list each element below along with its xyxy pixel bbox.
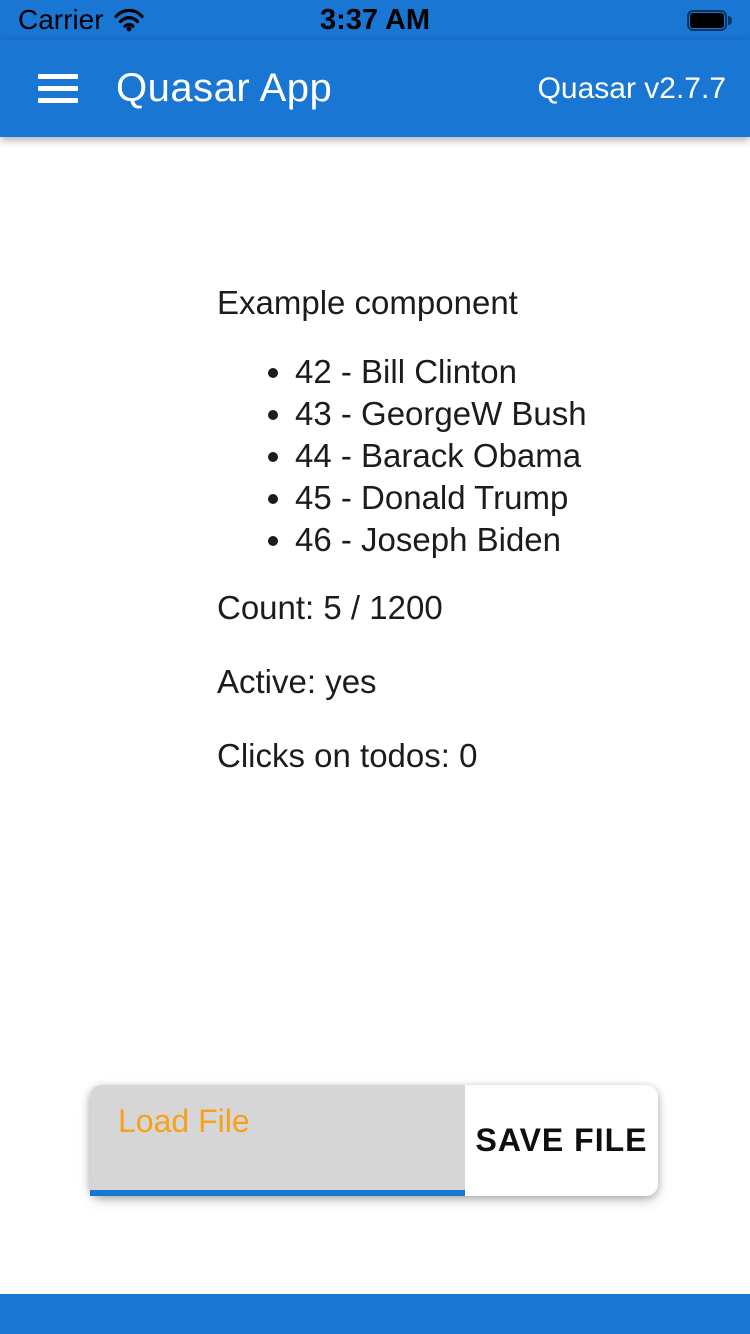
todo-item[interactable]: • 44 - Barack Obama	[295, 435, 710, 477]
save-file-button[interactable]	[465, 1085, 658, 1196]
carrier-label: Carrier	[18, 4, 104, 35]
app-title: Quasar App	[116, 66, 333, 110]
app-header	[0, 40, 750, 137]
load-file-input[interactable]	[90, 1085, 465, 1196]
clock-label: 3:37 AM	[319, 3, 431, 36]
active-label: Active: yes	[217, 663, 377, 700]
footer-bar	[0, 1294, 750, 1334]
example-component-heading: Example component	[217, 284, 518, 321]
todo-item[interactable]: • 46 - Joseph Biden	[295, 519, 710, 561]
todo-list	[217, 351, 710, 561]
clicks-label: Clicks on todos: 0	[217, 737, 478, 774]
todo-item[interactable]: • 43 - GeorgeW Bush	[295, 393, 710, 435]
save-file-label: SAVE FILE	[475, 1122, 648, 1158]
page-content	[0, 137, 750, 777]
file-controls	[90, 1085, 658, 1196]
load-file-label: Load File	[118, 1103, 250, 1139]
status-bar	[0, 0, 750, 40]
hamburger-menu-button[interactable]	[30, 61, 86, 117]
input-underline	[90, 1190, 465, 1196]
count-label: Count: 5 / 1200	[217, 589, 443, 626]
todo-item[interactable]: • 42 - Bill Clinton	[295, 351, 710, 393]
todo-item[interactable]: • 45 - Donald Trump	[295, 477, 710, 519]
version-label: Quasar v2.7.7	[537, 71, 726, 105]
hamburger-icon	[38, 74, 78, 79]
